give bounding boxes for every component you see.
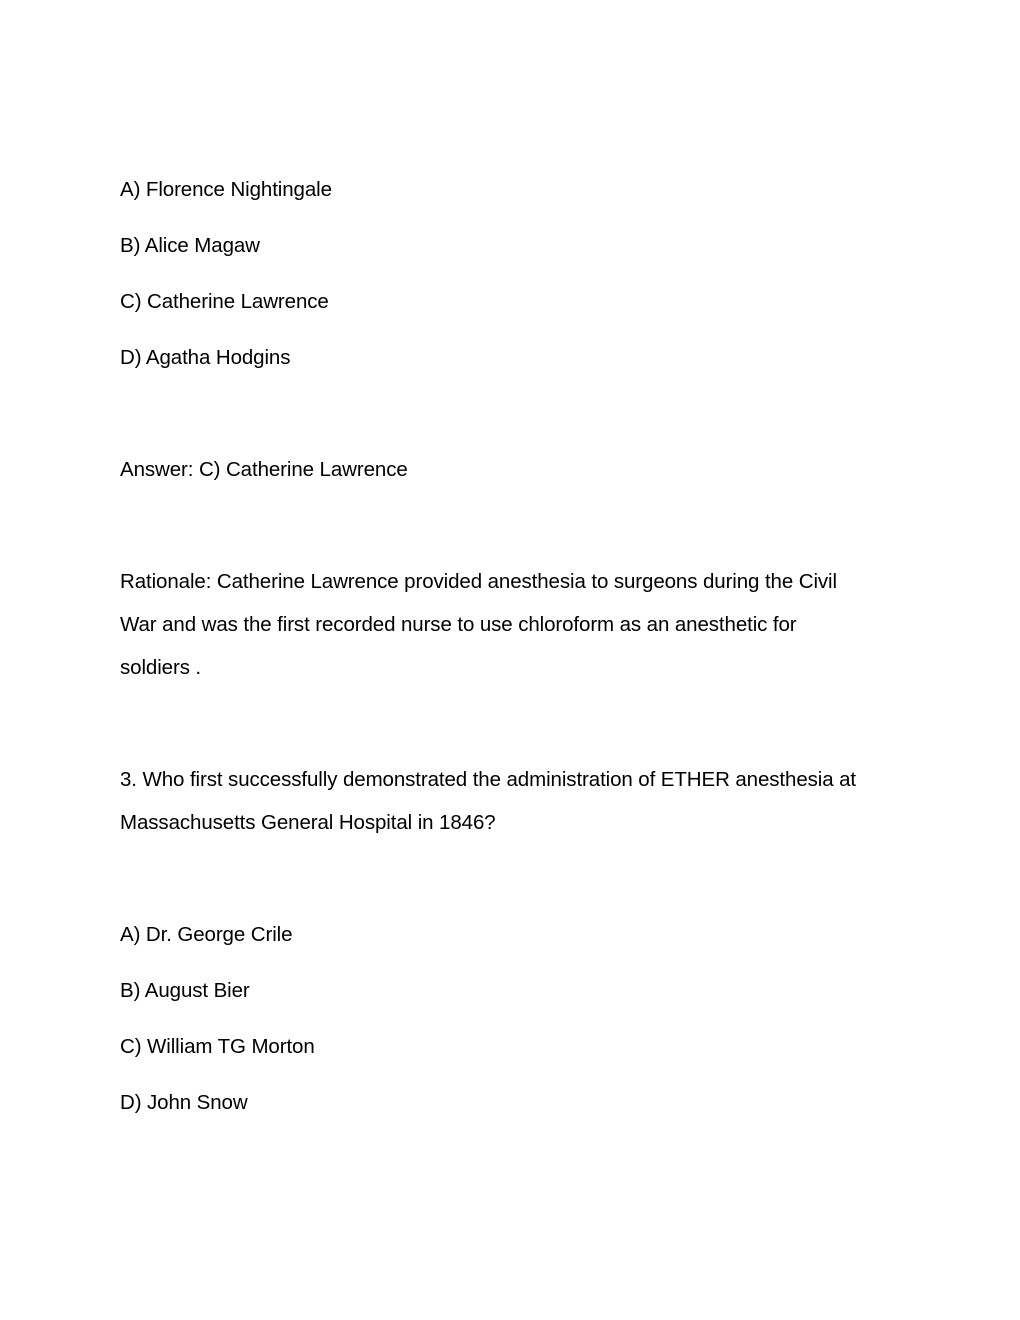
q2-rationale-line-2: War and was the first recorded nurse to use chloroform as an anesthetic for xyxy=(120,613,797,636)
q2-rationale-line-3: soldiers . xyxy=(120,656,202,679)
q3-option-d: D) John Snow xyxy=(120,1091,248,1114)
q3-option-b: B) August Bier xyxy=(120,979,250,1002)
q2-option-a: A) Florence Nightingale xyxy=(120,178,332,201)
q3-option-a: A) Dr. George Crile xyxy=(120,923,293,946)
q3-question-line-2: Massachusetts General Hospital in 1846? xyxy=(120,811,496,834)
q2-answer: Answer: C) Catherine Lawrence xyxy=(120,458,408,481)
q2-option-b: B) Alice Magaw xyxy=(120,234,260,257)
q2-option-d: D) Agatha Hodgins xyxy=(120,346,291,369)
q2-rationale-line-1: Rationale: Catherine Lawrence provided anesthesia to surgeons during the Civil xyxy=(120,570,837,593)
q3-option-c: C) William TG Morton xyxy=(120,1035,315,1058)
q2-option-c: C) Catherine Lawrence xyxy=(120,290,329,313)
q3-question-line-1: 3. Who first successfully demonstrated the administration of ETHER anesthesia at xyxy=(120,768,857,791)
